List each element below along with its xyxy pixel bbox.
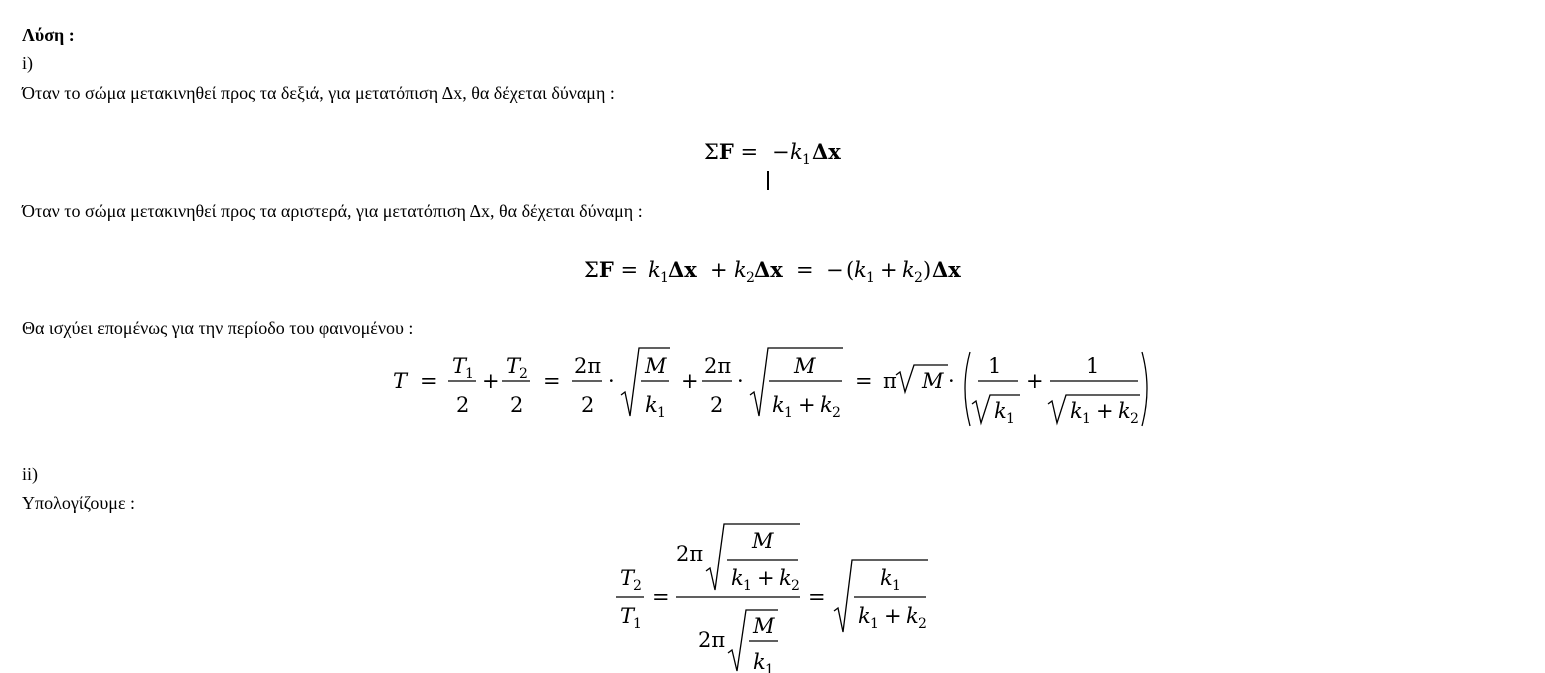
svg-text:=: = xyxy=(796,258,814,282)
equation-period-ratio xyxy=(610,515,940,673)
svg-text:2π: 2π xyxy=(574,354,602,378)
svg-text:ΣF =: ΣF = xyxy=(584,257,639,282)
svg-text:−: − xyxy=(826,258,844,282)
svg-text:1: 1 xyxy=(765,662,774,673)
svg-text:T: T xyxy=(620,566,635,590)
svg-text:M: M xyxy=(794,354,816,378)
svg-text:+: + xyxy=(880,258,898,282)
svg-text:): ) xyxy=(923,258,932,282)
svg-text:2: 2 xyxy=(710,393,724,417)
svg-text:2: 2 xyxy=(832,405,841,421)
svg-text:=: = xyxy=(543,369,561,393)
svg-text:2π: 2π xyxy=(676,542,704,566)
solution-heading: Λύση : xyxy=(22,25,75,45)
svg-text:·: · xyxy=(608,369,615,393)
svg-text:2: 2 xyxy=(746,270,755,286)
svg-text:+: + xyxy=(798,393,816,417)
svg-text:+: + xyxy=(1096,399,1114,423)
equation-force-left xyxy=(580,250,980,290)
svg-text:2: 2 xyxy=(456,393,470,417)
svg-text:1: 1 xyxy=(870,616,879,632)
svg-text:·: · xyxy=(948,369,955,393)
svg-text:1: 1 xyxy=(657,405,666,421)
svg-text:k: k xyxy=(820,393,833,417)
svg-text:1: 1 xyxy=(660,270,669,286)
svg-text:1: 1 xyxy=(1006,411,1015,427)
svg-text:=: = xyxy=(808,585,826,609)
svg-text:k: k xyxy=(648,258,661,282)
svg-text:+: + xyxy=(1026,369,1044,393)
svg-text:Δx: Δx xyxy=(932,257,961,282)
svg-text:2: 2 xyxy=(791,578,800,594)
svg-text:+: + xyxy=(681,369,699,393)
text-period: Θα ισχύει επομένως για την περίοδο του φαινομένου : xyxy=(22,318,414,338)
svg-text:2: 2 xyxy=(914,270,923,286)
svg-text:k: k xyxy=(858,604,871,628)
svg-text:k: k xyxy=(880,566,893,590)
svg-text:k: k xyxy=(772,393,785,417)
svg-text:1: 1 xyxy=(988,354,1002,378)
svg-text:ΣF =: ΣF = xyxy=(704,139,759,164)
svg-text:(: ( xyxy=(846,258,855,282)
svg-text:M: M xyxy=(922,369,944,393)
svg-text:2: 2 xyxy=(510,393,524,417)
svg-text:T: T xyxy=(620,604,635,628)
equation-force-right xyxy=(690,130,870,194)
svg-text:k: k xyxy=(645,393,658,417)
svg-text:2: 2 xyxy=(1130,411,1139,427)
svg-text:T: T xyxy=(452,354,467,378)
svg-text:=: = xyxy=(420,369,438,393)
text-compute: Υπολογίζουμε : xyxy=(22,493,136,513)
svg-text:Δx: Δx xyxy=(812,139,841,164)
svg-text:k: k xyxy=(731,566,744,590)
svg-text:k: k xyxy=(1118,399,1131,423)
part-ii-label: ii) xyxy=(22,464,38,484)
svg-text:1: 1 xyxy=(784,405,793,421)
svg-text:1: 1 xyxy=(1086,354,1100,378)
svg-text:k: k xyxy=(1070,399,1083,423)
svg-text:k: k xyxy=(753,650,766,673)
svg-text:2π: 2π xyxy=(698,628,726,652)
svg-text:Δx: Δx xyxy=(754,257,783,282)
svg-text:T: T xyxy=(393,369,408,393)
svg-text:k: k xyxy=(854,258,867,282)
svg-text:1: 1 xyxy=(866,270,875,286)
svg-text:M: M xyxy=(753,614,775,638)
text-right-displacement: Όταν το σώμα μετακινηθεί προς τα δεξιά, για μετατόπιση Δx, θα δέχεται δύναμη : xyxy=(22,83,615,103)
svg-text:·: · xyxy=(737,369,744,393)
svg-text:1: 1 xyxy=(1082,411,1091,427)
svg-text:k: k xyxy=(790,140,803,164)
svg-text:+: + xyxy=(757,566,775,590)
svg-text:M: M xyxy=(752,529,774,553)
svg-text:Δx: Δx xyxy=(668,257,697,282)
svg-text:=: = xyxy=(855,369,873,393)
svg-text:k: k xyxy=(734,258,747,282)
svg-text:1: 1 xyxy=(633,616,642,632)
svg-text:2: 2 xyxy=(519,366,528,382)
svg-text:+: + xyxy=(884,604,902,628)
svg-text:+: + xyxy=(710,258,728,282)
svg-text:2: 2 xyxy=(581,393,595,417)
svg-text:k: k xyxy=(902,258,915,282)
svg-text:1: 1 xyxy=(465,366,474,382)
svg-text:π: π xyxy=(883,369,897,393)
svg-text:M: M xyxy=(645,354,667,378)
svg-text:k: k xyxy=(906,604,919,628)
svg-text:2: 2 xyxy=(918,616,927,632)
svg-text:=: = xyxy=(652,585,670,609)
svg-text:1: 1 xyxy=(743,578,752,594)
svg-text:k: k xyxy=(994,399,1007,423)
svg-text:1: 1 xyxy=(802,152,811,168)
svg-text:−: − xyxy=(772,140,790,164)
svg-text:1: 1 xyxy=(892,578,901,594)
text-cursor xyxy=(767,171,769,190)
svg-text:2π: 2π xyxy=(704,354,732,378)
text-left-displacement: Όταν το σώμα μετακινηθεί προς τα αριστερά, για μετατόπιση Δx, θα δέχεται δύναμη : xyxy=(22,201,643,221)
svg-text:k: k xyxy=(779,566,792,590)
svg-text:T: T xyxy=(506,354,521,378)
svg-text:+: + xyxy=(482,369,500,393)
part-i-label: i) xyxy=(22,53,33,73)
svg-text:2: 2 xyxy=(633,578,642,594)
equation-period xyxy=(388,340,1168,436)
